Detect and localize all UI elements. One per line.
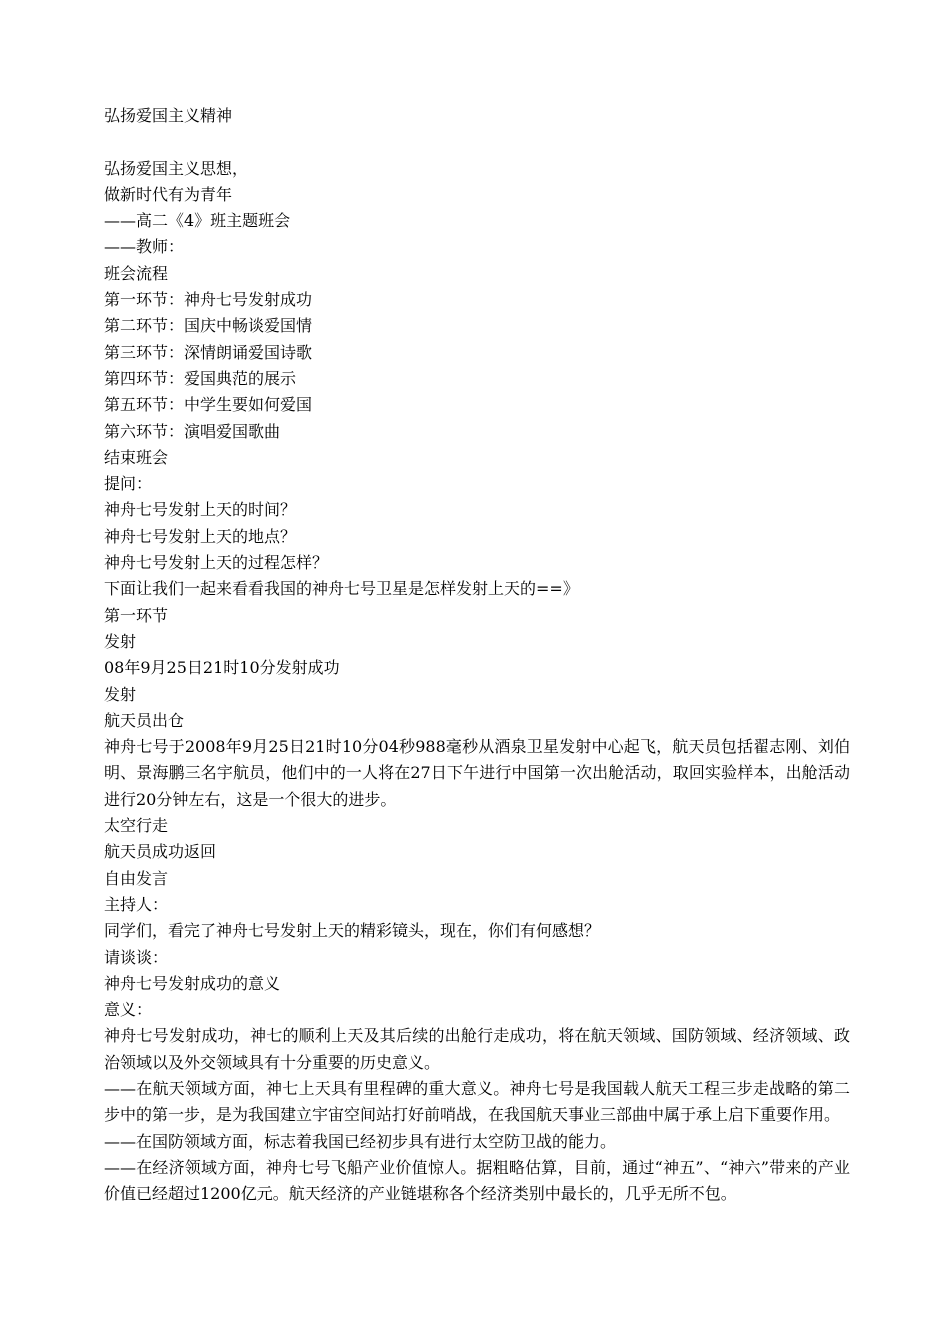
body-paragraph: ——在航天领域方面，神七上天具有里程碑的重大意义。神舟七号是我国载人航天工程三步走战略的第二步中的第一步，是为我国建立宇宙空间站打好前哨战，在我国航天事业三部曲中属于承上启下重要作用。 xyxy=(104,1078,850,1125)
text-line: 意义： xyxy=(104,1000,153,1020)
text-line: 发射 xyxy=(104,631,137,651)
heading-line: 做新时代有为青年 xyxy=(104,184,233,204)
text-line: 太空行走 xyxy=(104,816,169,836)
agenda-item: 第五环节：中学生要如何爱国 xyxy=(104,395,313,415)
question-heading: 提问： xyxy=(104,474,153,494)
section-heading: 第一环节 xyxy=(104,605,169,625)
question-line: 神舟七号发射上天的过程怎样？ xyxy=(104,553,329,573)
document-body xyxy=(104,103,850,1207)
heading-line: 弘扬爱国主义思想， xyxy=(104,158,249,178)
agenda-item: 第二环节：国庆中畅谈爱国情 xyxy=(104,316,313,336)
body-paragraph: ——在国防领域方面，标志着我国已经初步具有进行太空防卫战的能力。 xyxy=(104,1131,617,1151)
text-line: 同学们，看完了神舟七号发射上天的精彩镜头，现在，你们有何感想？ xyxy=(104,921,601,941)
agenda-item: 第三环节：深情朗诵爱国诗歌 xyxy=(104,342,313,362)
agenda-item: 第四环节：爱国典范的展示 xyxy=(104,368,297,388)
document-title: 弘扬爱国主义精神 xyxy=(104,106,233,125)
question-line: 神舟七号发射上天的地点？ xyxy=(104,526,297,546)
text-line: 主持人： xyxy=(104,894,169,914)
text-line: 请谈谈： xyxy=(104,947,169,967)
text-line: 神舟七号发射成功的意义 xyxy=(104,973,281,993)
body-paragraph: ——在经济领域方面，神舟七号飞船产业价值惊人。据粗略估算，目前，通过“神五”、“神六”带来的产业价值已经超过1200亿元。航天经济的产业链堪称各个经济类别中最长的，几乎无所不包。 xyxy=(104,1157,850,1204)
subtitle-line: ——高二《4》班主题班会 xyxy=(104,211,291,231)
text-line: 下面让我们一起来看看我国的神舟七号卫星是怎样发射上天的==》 xyxy=(104,579,579,599)
agenda-item: 第六环节：演唱爱国歌曲 xyxy=(104,421,281,441)
text-line: 08年9月25日21时10分发射成功 xyxy=(104,658,340,678)
agenda-heading: 班会流程 xyxy=(104,263,169,283)
text-line: 航天员成功返回 xyxy=(104,842,217,862)
text-line: 自由发言 xyxy=(104,868,169,888)
question-line: 神舟七号发射上天的时间？ xyxy=(104,500,297,520)
blank-line xyxy=(104,129,850,155)
agenda-item: 第一环节：神舟七号发射成功 xyxy=(104,290,313,310)
text-line: 航天员出仓 xyxy=(104,710,185,730)
text-line: 发射 xyxy=(104,684,137,704)
agenda-item: 结束班会 xyxy=(104,447,169,467)
body-paragraph: 神舟七号发射成功，神七的顺利上天及其后续的出舱行走成功，将在航天领域、国防领域、经济领域、政治领域以及外交领域具有十分重要的历史意义。 xyxy=(104,1026,850,1072)
teacher-line: ——教师： xyxy=(104,237,185,257)
body-paragraph: 神舟七号于2008年9月25日21时10分04秒988毫秒从酒泉卫星发射中心起飞，航天员包括翟志刚、刘伯明、景海鹏三名宇航员，他们中的一人将在27日下午进行中国第一次出舱活动，取回实验样本，出舱活动进行20分钟左右，这是一个很大的进步。 xyxy=(104,737,850,809)
